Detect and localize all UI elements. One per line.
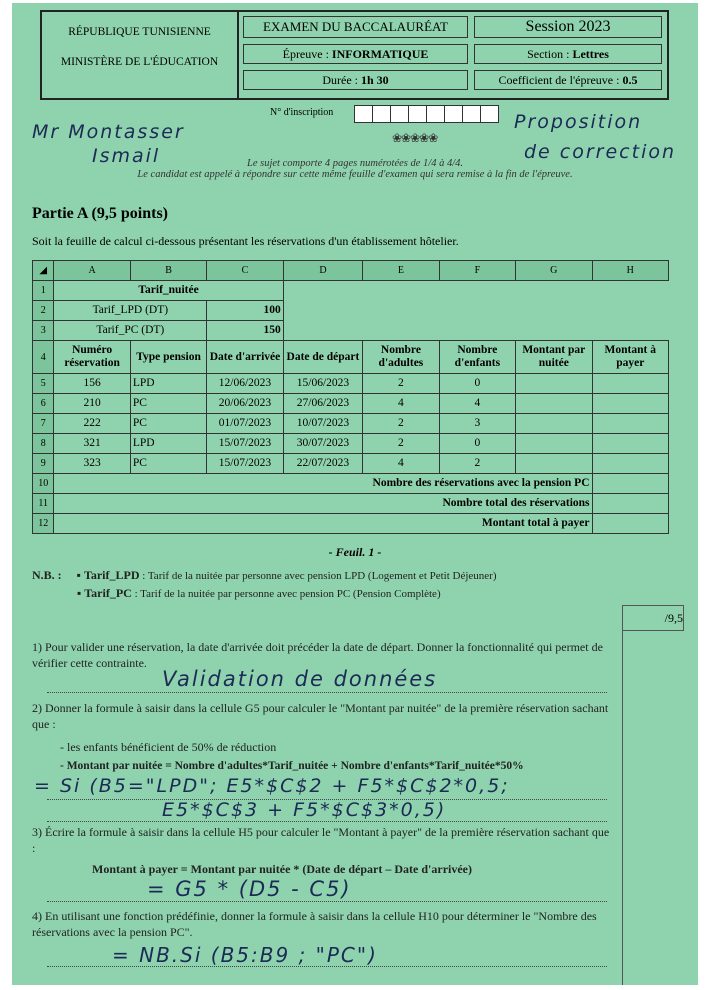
row-number[interactable]: 11 — [33, 494, 54, 514]
cell[interactable]: 20/06/2023 — [207, 394, 283, 414]
summary-label-pc[interactable]: Nombre des réservations avec la pension PC — [54, 474, 592, 494]
tarif-pc-label[interactable]: Tarif_PC (DT) — [54, 321, 207, 341]
epreuve-label: Épreuve : — [282, 47, 329, 61]
cell[interactable]: 323 — [54, 454, 130, 474]
duree-label: Durée : — [322, 73, 358, 87]
score-box: /9,5 — [623, 605, 684, 631]
nb-block-2 — [77, 585, 441, 602]
cell[interactable]: 2 — [363, 414, 439, 434]
cell-g5[interactable] — [516, 374, 592, 394]
select-all-corner[interactable]: ◢ — [33, 261, 54, 281]
cell[interactable]: LPD — [130, 374, 206, 394]
duree-box — [243, 70, 468, 90]
summary-label-montant[interactable]: Montant total à payer — [54, 514, 592, 534]
section-label: Section : — [527, 47, 570, 61]
cell-h12[interactable] — [592, 514, 668, 534]
row-number[interactable]: 5 — [33, 374, 54, 394]
bullet-icon: ▪ — [76, 568, 81, 582]
col-header-b[interactable]: B — [130, 261, 206, 281]
epreuve-box — [243, 44, 468, 64]
seal-pattern-icon: ❀❀❀❀❀ — [392, 131, 438, 145]
author-handwriting-2: Ismail — [92, 145, 161, 167]
coef-value: 0.5 — [622, 73, 638, 87]
empty-area — [283, 281, 668, 341]
row-number[interactable]: 9 — [33, 454, 54, 474]
header-cell[interactable]: Montant par nuitée — [516, 341, 592, 374]
row-number[interactable]: 2 — [33, 301, 54, 321]
cell[interactable]: LPD — [130, 434, 206, 454]
col-header-a[interactable]: A — [54, 261, 130, 281]
summary-label-total[interactable]: Nombre total des réservations — [54, 494, 592, 514]
cell[interactable] — [592, 454, 668, 474]
cell[interactable]: 27/06/2023 — [283, 394, 363, 414]
cell[interactable]: 15/06/2023 — [283, 374, 363, 394]
col-header-e[interactable]: E — [363, 261, 439, 281]
session-label: Session 2023 — [474, 16, 662, 38]
cell[interactable]: PC — [130, 454, 206, 474]
partie-title: Partie A (9,5 points) — [32, 205, 168, 222]
answer-line — [47, 900, 607, 902]
cell[interactable]: PC — [130, 394, 206, 414]
cell-h5[interactable] — [592, 374, 668, 394]
col-header-f[interactable]: F — [439, 261, 515, 281]
header-left — [42, 12, 239, 98]
proposition-handwriting-1: Proposition — [514, 111, 643, 133]
spreadsheet — [32, 260, 669, 534]
exam-page — [12, 3, 698, 985]
cell[interactable]: 0 — [439, 374, 515, 394]
question-2: 2) Donner la formule à saisir dans la cellule G5 pour calculer le "Montant par nuitée" de la première réservation sachant que : — [32, 701, 609, 731]
coef-box — [474, 70, 662, 90]
inscription-label: N° d'inscription — [270, 107, 334, 118]
question-1: 1) Pour valider une réservation, la date d'arrivée doit précéder la date de départ. Donner la fonctionnalité qui permet de vérifier cette contrainte. — [32, 640, 603, 670]
header-cell[interactable]: Type pension — [130, 341, 206, 374]
answer-3: = G5 * (D5 - C5) — [147, 877, 352, 901]
cell-h10[interactable] — [592, 474, 668, 494]
cell[interactable] — [592, 414, 668, 434]
cell[interactable]: 321 — [54, 434, 130, 454]
row-number[interactable]: 3 — [33, 321, 54, 341]
cell[interactable]: 15/07/2023 — [207, 454, 283, 474]
table-row — [33, 434, 669, 454]
table-row — [33, 454, 669, 474]
col-header-d[interactable]: D — [283, 261, 363, 281]
cell[interactable]: 2 — [363, 374, 439, 394]
score-margin — [622, 605, 697, 985]
row-number[interactable]: 12 — [33, 514, 54, 534]
duree-value: 1h 30 — [360, 73, 389, 87]
proposition-handwriting-2: de correction — [524, 141, 677, 163]
exam-header — [40, 10, 669, 100]
cell[interactable]: 0 — [439, 434, 515, 454]
header-cell[interactable]: Montant à payer — [592, 341, 668, 374]
cell[interactable]: 22/07/2023 — [283, 454, 363, 474]
row-number[interactable]: 6 — [33, 394, 54, 414]
answer-line — [47, 820, 607, 822]
table-row — [33, 374, 669, 394]
cell[interactable]: 222 — [54, 414, 130, 434]
answer-line — [47, 965, 607, 967]
cell[interactable]: 4 — [439, 394, 515, 414]
cell[interactable]: 3 — [439, 414, 515, 434]
col-header-c[interactable]: C — [207, 261, 283, 281]
cell[interactable]: PC — [130, 414, 206, 434]
nb-lpd-text: : Tarif de la nuitée par personne avec pension LPD (Logement et Petit Déjeuner) — [139, 570, 497, 582]
tarif-title-cell[interactable]: Tarif_nuitée — [54, 281, 283, 301]
answer-2-line-1: = Si (B5="LPD"; E5*$C$2 + F5*$C$2*0,5; — [34, 775, 510, 797]
cell[interactable] — [516, 434, 592, 454]
cell[interactable]: 210 — [54, 394, 130, 414]
answer-line — [47, 798, 607, 800]
author-handwriting-1: Mr Montasser — [32, 121, 185, 143]
cell[interactable] — [516, 414, 592, 434]
cell[interactable]: 30/07/2023 — [283, 434, 363, 454]
question-2-bullet-2: - Montant par nuitée = Nombre d'adultes*Tarif_nuitée + Nombre d'enfants*Tarif_nuitée*50% — [60, 760, 524, 772]
row-number[interactable]: 8 — [33, 434, 54, 454]
exam-title: EXAMEN DU BACCALAURÉAT — [243, 16, 468, 38]
ministry-label: MINISTÈRE DE L'ÉDUCATION — [60, 56, 219, 68]
table-row — [33, 394, 669, 414]
cell[interactable]: 2 — [363, 434, 439, 454]
cell[interactable]: 15/07/2023 — [207, 434, 283, 454]
row-number[interactable]: 1 — [33, 281, 54, 301]
partie-intro: Soit la feuille de calcul ci-dessous présentant les réservations d'un établissement hôtelier. — [32, 234, 459, 248]
cell[interactable]: 4 — [363, 454, 439, 474]
header-cell[interactable]: Nombre d'enfants — [439, 341, 515, 374]
cell[interactable]: 01/07/2023 — [207, 414, 283, 434]
tarif-lpd-value[interactable]: 100 — [207, 301, 283, 321]
cell[interactable]: 12/06/2023 — [207, 374, 283, 394]
bullet-icon: ▪ — [77, 586, 82, 600]
header-cell[interactable]: Date de départ — [283, 341, 363, 374]
instructions — [12, 158, 698, 180]
table-row — [33, 414, 669, 434]
cell[interactable]: 4 — [363, 394, 439, 414]
nb-label: N.B. : — [32, 568, 62, 582]
cell[interactable] — [516, 394, 592, 414]
question-3-formula: Montant à payer = Montant par nuitée * (Date de départ – Date d'arrivée) — [92, 862, 473, 876]
nb-block — [32, 567, 497, 584]
cell[interactable] — [592, 394, 668, 414]
row-number[interactable]: 10 — [33, 474, 54, 494]
sheet-caption: - Feuil. 1 - — [328, 545, 382, 559]
cell[interactable]: 10/07/2023 — [283, 414, 363, 434]
answer-1: Validation de données — [162, 667, 438, 691]
col-header-g[interactable]: G — [516, 261, 592, 281]
nb-pc-text: : Tarif de la nuitée par personne avec pension PC (Pension Complète) — [131, 588, 441, 600]
cell[interactable] — [592, 434, 668, 454]
epreuve-value: INFORMATIQUE — [331, 47, 429, 61]
row-number[interactable]: 7 — [33, 414, 54, 434]
row-number[interactable]: 4 — [33, 341, 54, 374]
answer-2-line-2: E5*$C$3 + F5*$C$3*0,5) — [162, 799, 447, 821]
republic-label: RÉPUBLIQUE TUNISIENNE — [68, 26, 211, 38]
question-4: 4) En utilisant une fonction prédéfinie, donner la formule à saisir dans la cellule H10 pour déterminer le "Nombre des réservations avec la pension PC". — [32, 909, 597, 939]
instruction-line-2: Le candidat est appelé à répondre sur cette même feuille d'examen qui sera remise à la fin de l'épreuve. — [137, 169, 573, 180]
question-2-bullet-1: - les enfants bénéficient de 50% de réduction — [60, 740, 277, 754]
cell[interactable] — [516, 454, 592, 474]
instruction-line-1: Le sujet comporte 4 pages numérotées de 1/4 à 4/4. — [247, 158, 463, 169]
coef-label: Coefficient de l'épreuve : — [498, 73, 620, 87]
answer-4: = NB.Si (B5:B9 ; "PC") — [112, 943, 378, 967]
header-cell[interactable]: Numéro réservation — [54, 341, 130, 374]
inscription-boxes[interactable] — [354, 105, 499, 123]
header-cell[interactable]: Date d'arrivée — [207, 341, 283, 374]
col-header-h[interactable]: H — [592, 261, 668, 281]
tarif-lpd-label[interactable]: Tarif_LPD (DT) — [54, 301, 207, 321]
section-box — [474, 44, 662, 64]
question-3: 3) Écrire la formule à saisir dans la cellule H5 pour calculer le "Montant à payer" de la première réservation sachant que : — [32, 825, 610, 855]
cell[interactable]: 156 — [54, 374, 130, 394]
cell-h11[interactable] — [592, 494, 668, 514]
tarif-pc-value[interactable]: 150 — [207, 321, 283, 341]
nb-pc-key: Tarif_PC — [84, 586, 132, 600]
nb-lpd-key: Tarif_LPD — [83, 568, 140, 582]
header-cell[interactable]: Nombre d'adultes — [363, 341, 439, 374]
section-value: Lettres — [572, 47, 609, 61]
answer-line — [47, 691, 607, 693]
cell[interactable]: 2 — [439, 454, 515, 474]
